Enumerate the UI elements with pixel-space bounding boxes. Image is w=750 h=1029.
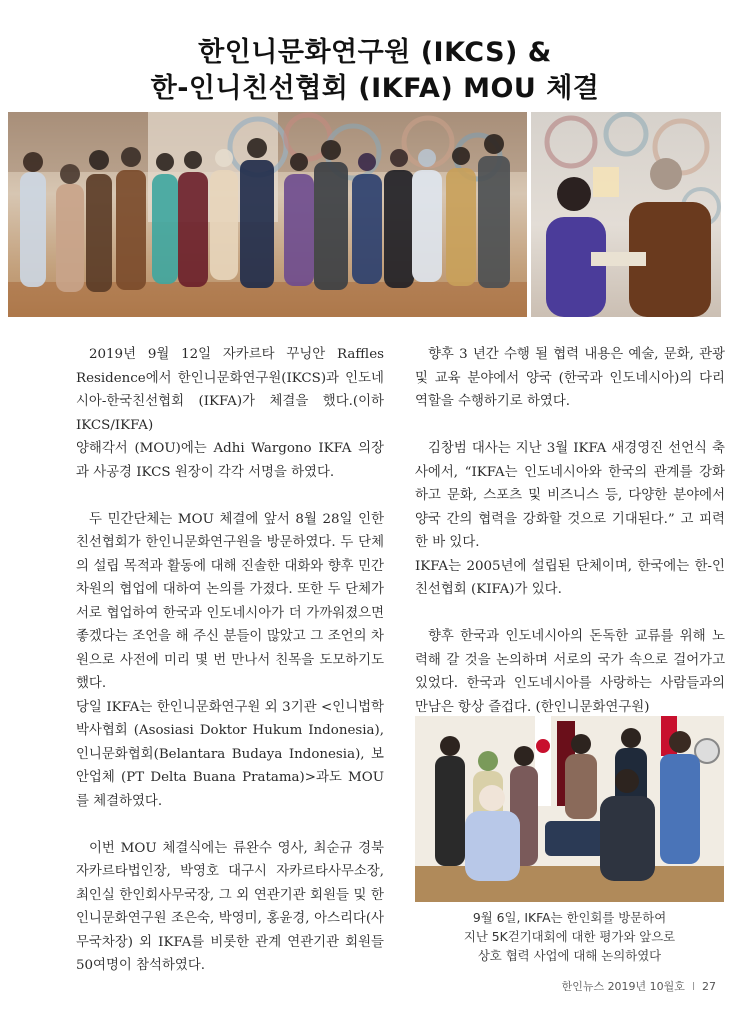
- right-column: [415, 343, 725, 719]
- footer-separator: l: [691, 980, 695, 993]
- paragraph: IKFA는 2005년에 설립된 단체이며, 한국에는 한-인친선협회 (KIFA)가 있다.: [415, 558, 725, 597]
- meeting-photo: [415, 716, 724, 902]
- page-number: 27: [702, 980, 716, 993]
- caption-line: 지난 5K걷기대회에 대한 평가와 앞으로: [463, 929, 676, 944]
- paragraph: 이번 MOU 체결식에는 류완수 영사, 최순규 경북 자카르타법인장, 박영호 대구시 자카르타사무소장, 최인실 한인회사무국장, 그 외 연관기관 회원들 및 한인니문화연구원 조은숙, 박영미, 홍윤경, 아스리다(사무국차장) 외 IKFA를 비롯한 관계 연관기관 회원들 50여명이 참석하였다.: [76, 840, 384, 973]
- title-line-1: 한인니문화연구원 (IKCS) &: [198, 37, 552, 68]
- caption-line: 상호 협력 사업에 대해 논의하였다: [477, 948, 662, 963]
- publication-name: 한인뉴스 2019년 10월호: [561, 980, 685, 993]
- paragraph: 2019년 9월 12일 자카르타 꾸닝안 Raffles Residence에서 한인니문화연구원(IKCS)과 인도네시아-한국친선협회 (IKFA)가 체결을 했다.(이하 IKCS/IKFA): [76, 347, 384, 433]
- paragraph: 향후 한국과 인도네시아의 돈독한 교류를 위해 노력해 갈 것을 논의하며 서로의 국가 속으로 걸어가고 있었다. 한국과 인도네시아를 사랑하는 사람들과의 만남은 항상 즐겁다. (한인니문화연구원): [415, 629, 725, 715]
- caption-line: 9월 6일, IKFA는 한인회를 방문하여: [472, 910, 667, 925]
- paragraph: 향후 3 년간 수행 될 협력 내용은 예술, 문화, 관광 및 교육 분야에서 양국 (한국과 인도네시아)의 다리 역할을 수행하기로 하였다.: [415, 347, 725, 409]
- left-column: [76, 343, 384, 978]
- signing-photo: [531, 112, 721, 317]
- photo-caption: [415, 908, 724, 965]
- paragraph: 김창범 대사는 지난 3월 IKFA 새경영진 선언식 축사에서, “IKFA는 인도네시아와 한국의 관계를 강화하고 문화, 스포츠 및 비즈니스 등, 다양한 분야에서 양국 간의 협력을 강화할 것으로 기대된다.” 고 피력한 바 있다.: [415, 441, 725, 550]
- paragraph: 당일 IKFA는 한인니문화연구원 외 3기관 <인니법학박사협회 (Asosiasi Doktor Hukum Indonesia), 인니문화협회(Belantara Budaya Indonesia), 보안업체 (PT Delta Buana Pratama)>과도 MOU를 체결하였다.: [76, 699, 384, 809]
- title-line-2: 한-인니친선협회 (IKFA) MOU 체결: [150, 73, 600, 104]
- page-footer: [562, 978, 716, 994]
- group-photo: [8, 112, 527, 317]
- paragraph: 양해각서 (MOU)에는 Adhi Wargono IKFA 의장과 사공경 IKCS 원장이 각각 서명을 하였다.: [76, 441, 384, 480]
- paragraph: 두 민간단체는 MOU 체결에 앞서 8월 28일 인한친선협회가 한인니문화연구원을 방문하였다. 두 단체의 설립 목적과 활동에 대해 진솔한 대화와 향후 민간차원의 협업에 대하여 논의를 가졌다. 또한 두 단체가 서로 협업하여 한국과 인도네시아가 더 가까워졌으면 좋겠다는 조언을 해 주신 분들이 많았고 그 조언의 차원으로 사전에 미리 몇 번 만나서 친목을 도모하기도 했다.: [76, 511, 384, 691]
